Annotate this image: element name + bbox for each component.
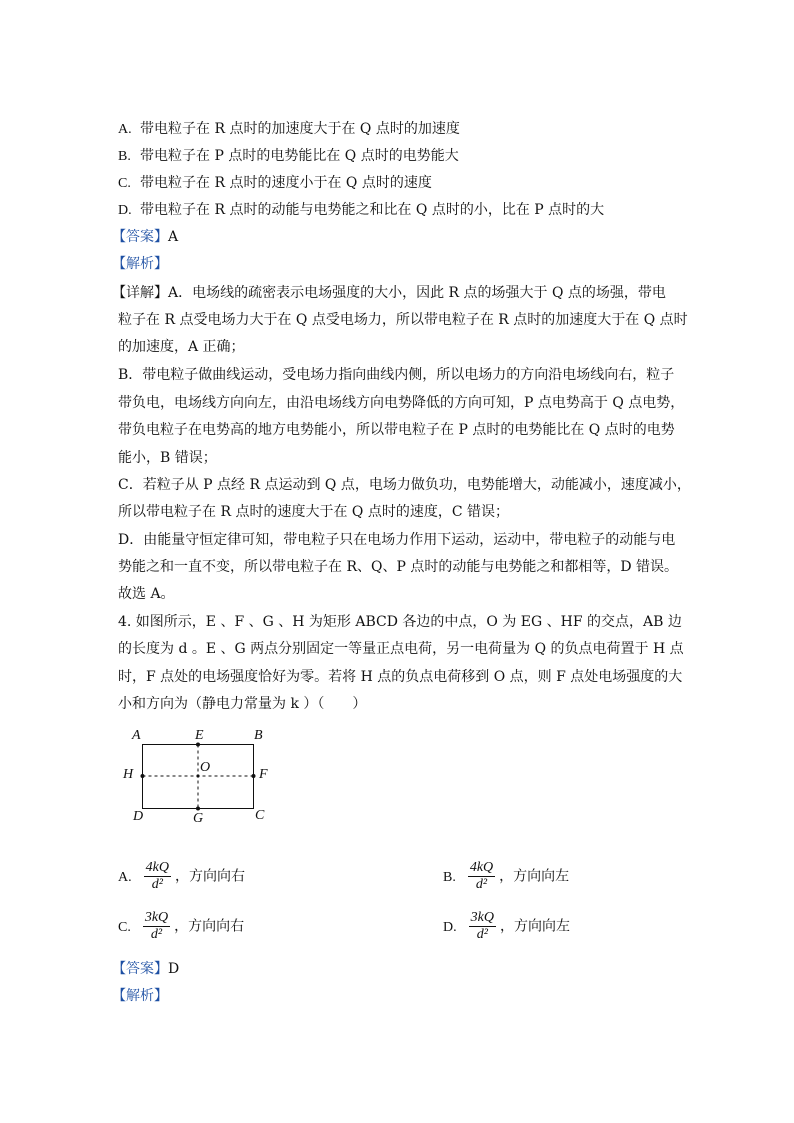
label-b: B [254,728,263,743]
answer-tag: 【答案】 [112,229,168,245]
q4-answer: 【答案】D [112,961,180,977]
detail-line: B．带电粒子做曲线运动，受电场力指向曲线内侧，所以电场力的方向沿电场线向右，粒子 [118,367,675,383]
point-g [196,807,200,811]
detail-line: 【详解】A．电场线的疏密表示电场强度的大小，因此 R 点的场强大于 Q 点的场强，带电 [112,285,666,301]
detail-line: 粒子在 R 点受电场力大于在 Q 点受电场力，所以带电粒子在 R 点时的加速度大于在 Q 点时 [118,312,688,328]
point-h [141,774,145,778]
label-f: F [259,767,268,782]
q4-choice-b: B. $\frac{4kQ}{\text{d²}}$ ，方向向左 [443,860,570,892]
q4-stem-line: 4. 如图所示，E 、F 、G 、H 为矩形 ABCD 各边的中点，O 为 EG 、HF 的交点，AB 边 [118,614,682,630]
detail-line: 带负电粒子在电势高的地方电势能小，所以带电粒子在 P 点时的电势能比在 Q 点时的电势 [118,422,675,438]
detail-line: 的加速度，A 正确； [118,339,245,355]
q4-analysis-label: 【解析】 [112,988,168,1004]
label-h: H [123,767,134,782]
label-d: D [133,809,144,824]
label-a: A [132,728,141,743]
q4-stem-line: 的长度为 d 。E 、G 两点分别固定一等量正点电荷，另一电荷量为 Q 的负点电荷置于 H 点 [118,641,684,657]
answer-tag: 【答案】 [112,961,168,977]
label-g: G [193,811,204,826]
detail-line: 带负电，电场线方向向左，由沿电场线方向电势降低的方向可知，P 点电势高于 Q 点电势， [118,395,685,411]
q4-choice-d: D. $\frac{3kQ}{\text{d²}}$ ，方向向左 [443,910,570,942]
label-o: O [200,760,211,775]
point-f [252,774,256,778]
q4-stem-line: 小和方向为（静电力常量为 k ）（ ） [118,696,367,712]
q3-option-c: C. 带电粒子在 R 点时的速度小于在 Q 点时的速度 [118,175,432,191]
q3-option-b: B. 带电粒子在 P 点时的电势能比在 Q 点时的电势能大 [118,148,459,164]
q3-answer: 【答案】A [112,229,179,245]
rectangle-figure [118,722,288,832]
detail-line: 势能之和一直不变，所以带电粒子在 R、Q、P 点时的动能与电势能之和都相等，D 错误。 [118,559,679,575]
q3-option-d: D. 带电粒子在 R 点时的动能与电势能之和比在 Q 点时的小，比在 P 点时的大 [118,202,605,218]
q4-choice-c: C. $\frac{3kQ}{\text{d²}}$ ，方向向右 [118,910,245,942]
detail-line: 所以带电粒子在 R 点时的速度大于在 Q 点时的速度，C 错误； [118,504,509,520]
label-e: E [195,728,204,743]
q3-option-a: A. 带电粒子在 R 点时的加速度大于在 Q 点时的加速度 [118,121,460,137]
label-c: C [255,808,265,823]
q3-analysis-label: 【解析】 [112,256,168,272]
detail-line: C．若粒子从 P 点经 R 点运动到 Q 点，电场力做负功，电势能增大，动能减小，速度减小， [118,477,691,493]
detail-line: 故选 A。 [118,586,175,602]
detail-line: D．由能量守恒定律可知，带电粒子只在电场力作用下运动，运动中，带电粒子的动能与电 [118,532,676,548]
detail-line: 能小，B 错误； [118,450,217,466]
q4-choice-a: A. $\frac{4kQ}{\text{d²}}$ ，方向向右 [118,860,245,892]
q4-stem-line: 时，F 点处的电场强度恰好为零。若将 H 点的负点电荷移到 O 点，则 F 点处电场强度的大 [118,669,683,685]
